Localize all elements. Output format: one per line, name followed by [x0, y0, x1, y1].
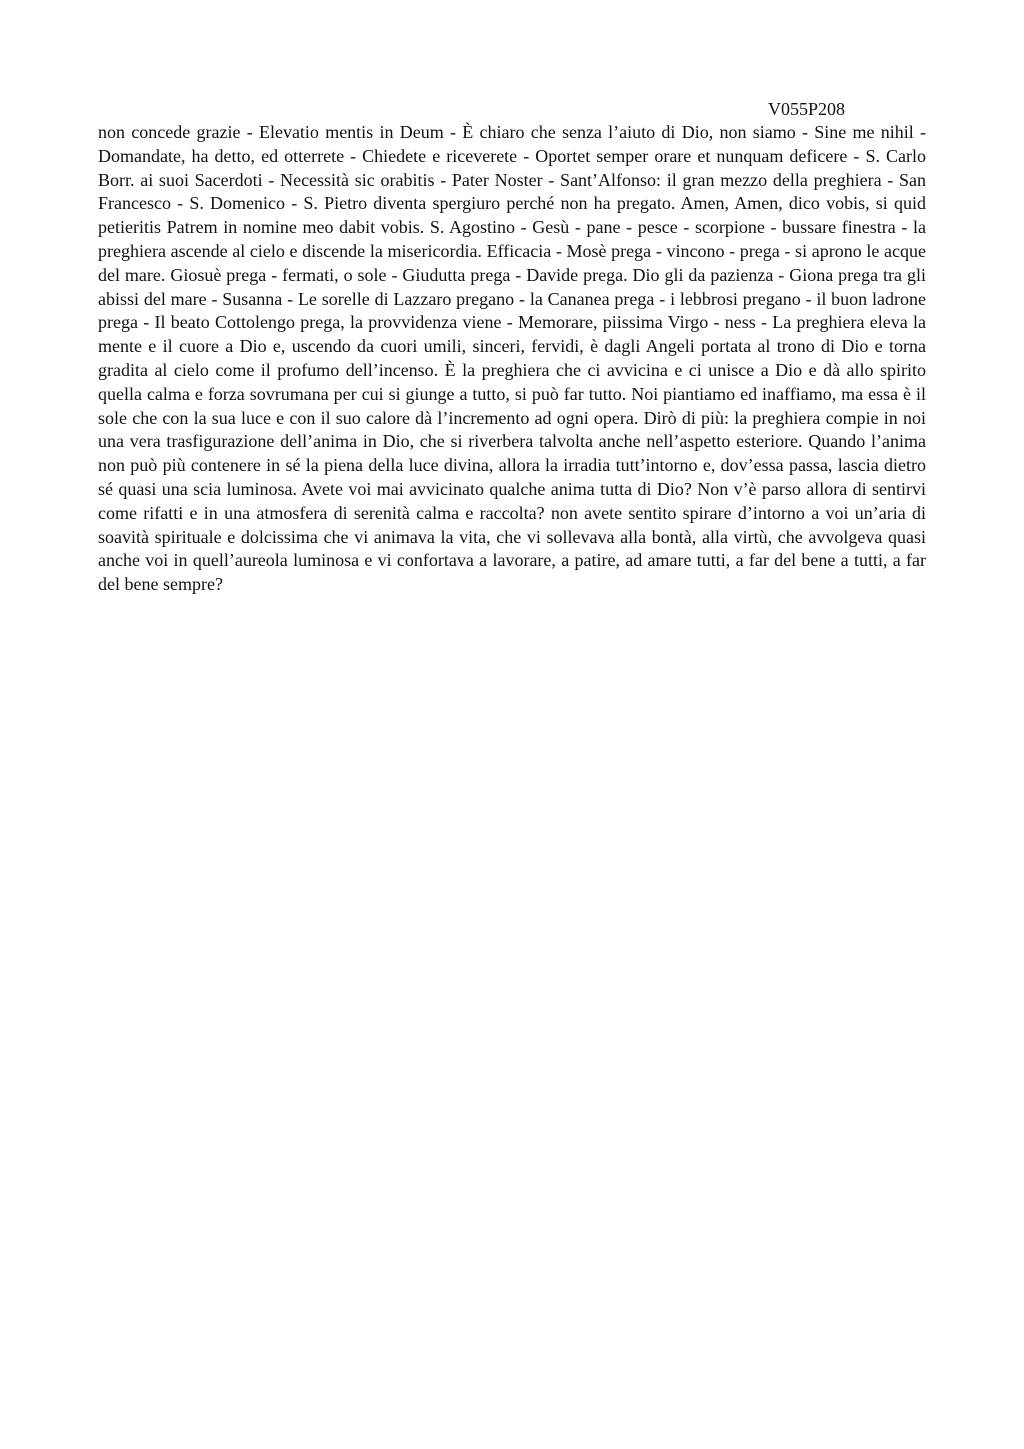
- page-identifier: V055P208: [768, 99, 846, 119]
- body-paragraph: non concede grazie - Elevatio mentis in Deum - È chiaro che senza l’aiuto di Dio, non siamo - Sine me nihil - Domandate, ha detto, ed otterrete - Chiedete e riceverete - Oportet semper orare et nunquam deficere - S. Carlo Borr. ai suoi Sacerdoti - Necessità sic orabitis - Pater Noster - Sant’Alfonso: il gran mezzo della preghiera - San Francesco - S. Domenico - S. Pietro diventa spergiuro perché non ha pregato. Amen, Amen, dico vobis, si quid petieritis Patrem in nomine meo dabit vobis. S. Agostino - Gesù - pane - pesce - scorpione - bussare finestra - la preghiera ascende al cielo e discende la misericordia. Efficacia - Mosè prega - vincono - prega - si aprono le acque del mare. Giosuè prega - fermati, o sole - Giudutta prega - Davide prega. Dio gli da pazienza - Giona prega tra gli abissi del mare - Susanna - Le sorelle di Lazzaro pregano - la Cananea prega - i lebbrosi pregano - il buon ladrone prega - Il beato Cottolengo prega, la provvidenza viene - Memorare, piissima Virgo - ness - La preghiera eleva la mente e il cuore a Dio e, uscendo da cuori umili, sinceri, fervidi, è dagli Angeli portata al trono di Dio e torna gradita al cielo come il profumo dell’incenso. È la preghiera che ci avvicina e ci unisce a Dio e dà allo spirito quella calma e forza sovrumana per cui si giunge a tutto, si può far tutto. Noi piantiamo ed inaffiamo, ma essa è il sole che con la sua luce e con il suo calore dà l’incremento ad ogni opera. Dirò di più: la preghiera compie in noi una vera trasfigurazione dell’anima in Dio, che si riverbera talvolta anche nell’aspetto esteriore. Quando l’anima non può più contenere in sé la piena della luce divina, allora la irradia tutt’intorno e, dov’essa passa, lascia dietro sé quasi una scia luminosa. Avete voi mai avvicinato qualche anima tutta di Dio? Non v’è parso allora di sentirvi come rifatti e in una atmosfera di serenità calma e raccolta? non avete sentito spirare d’intorno a voi un’aria di soavità spirituale e dolcissima che vi animava la vita, che vi sollevava alla bontà, alla virtù, che avvolgeva quasi anche voi in quell’aureola luminosa e vi confortava a lavorare, a patire, ad amare tutti, a far del bene a tutti, a far del bene sempre?: [98, 122, 926, 595]
